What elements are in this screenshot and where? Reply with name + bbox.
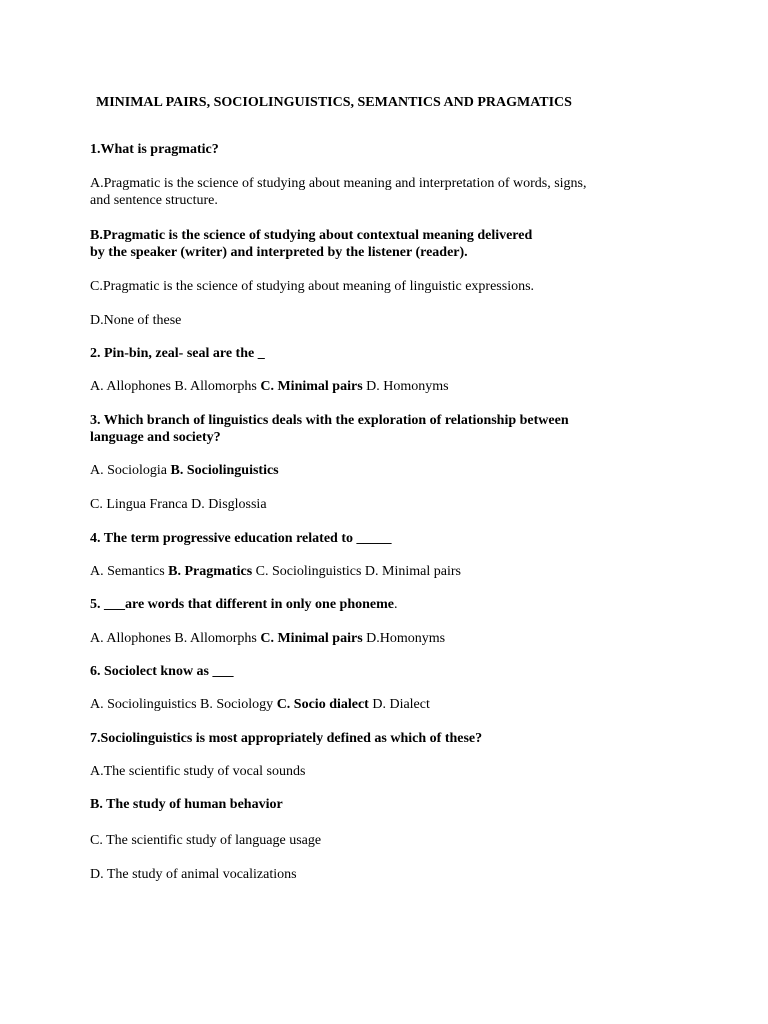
q2-option-c-answer: C. Minimal pairs: [260, 379, 363, 394]
q2-question: 2. Pin-bin, zeal- seal are the _: [90, 346, 265, 361]
q3-option-a: A. Sociologia: [90, 463, 171, 478]
q5-option-d: D.Homonyms: [362, 631, 446, 646]
q6-options: [90, 696, 430, 713]
q2-options-a-b: A. Allophones B. Allomorphs: [90, 379, 261, 394]
q1-option-d: D.None of these: [90, 313, 182, 328]
q5-question-period: .: [393, 597, 398, 612]
q5-options-a-b: A. Allophones B. Allomorphs: [90, 631, 261, 646]
q3-option-b-answer: B. Sociolinguistics: [170, 463, 279, 478]
q1-option-b-line2: by the speaker (writer) and interpreted by the listener (reader).: [90, 245, 468, 260]
q5-options: [90, 630, 445, 647]
document-title: MINIMAL PAIRS, SOCIOLINGUISTICS, SEMANTICS AND PRAGMATICS: [96, 95, 572, 110]
q6-question: 6. Sociolect know as ___: [90, 664, 234, 679]
q3-options-c-d: C. Lingua Franca D. Disglossia: [90, 497, 267, 512]
q2-option-d: D. Homonyms: [362, 379, 449, 394]
q3-question-line2: language and society?: [90, 430, 221, 445]
q1-option-c: C.Pragmatic is the science of studying about meaning of linguistic expressions.: [90, 279, 535, 294]
q7-question: 7.Sociolinguistics is most appropriately defined as which of these?: [90, 731, 483, 746]
q2-options: [90, 378, 449, 395]
q7-option-c: C. The scientific study of language usage: [90, 833, 322, 848]
q5-question: [90, 596, 397, 613]
q1-option-a-line2: and sentence structure.: [90, 193, 218, 208]
q6-option-d: D. Dialect: [368, 697, 430, 712]
q5-question-text: 5. ___are words that different in only one phoneme: [90, 597, 394, 612]
q1-option-a-line1: A.Pragmatic is the science of studying about meaning and interpretation of words, signs,: [90, 176, 587, 191]
q4-option-b-answer: B. Pragmatics: [168, 564, 253, 579]
q6-option-c-answer: C. Socio dialect: [276, 697, 369, 712]
q4-question: 4. The term progressive education related to _____: [90, 531, 392, 546]
q7-option-a: A.The scientific study of vocal sounds: [90, 764, 306, 779]
q4-option-a: A. Semantics: [90, 564, 169, 579]
q3-options-a-b: [90, 462, 279, 479]
q4-options: [90, 563, 461, 580]
q1-question: 1.What is pragmatic?: [90, 142, 219, 157]
q7-option-d: D. The study of animal vocalizations: [90, 867, 297, 882]
q3-question-line1: 3. Which branch of linguistics deals with the exploration of relationship between: [90, 413, 569, 428]
q4-options-c-d: C. Sociolinguistics D. Minimal pairs: [252, 564, 461, 579]
q7-option-b-answer: B. The study of human behavior: [90, 797, 283, 812]
q6-options-a-b: A. Sociolinguistics B. Sociology: [90, 697, 277, 712]
q1-option-b-line1: B.Pragmatic is the science of studying about contextual meaning delivered: [90, 228, 533, 243]
q5-option-c-answer: C. Minimal pairs: [260, 631, 363, 646]
